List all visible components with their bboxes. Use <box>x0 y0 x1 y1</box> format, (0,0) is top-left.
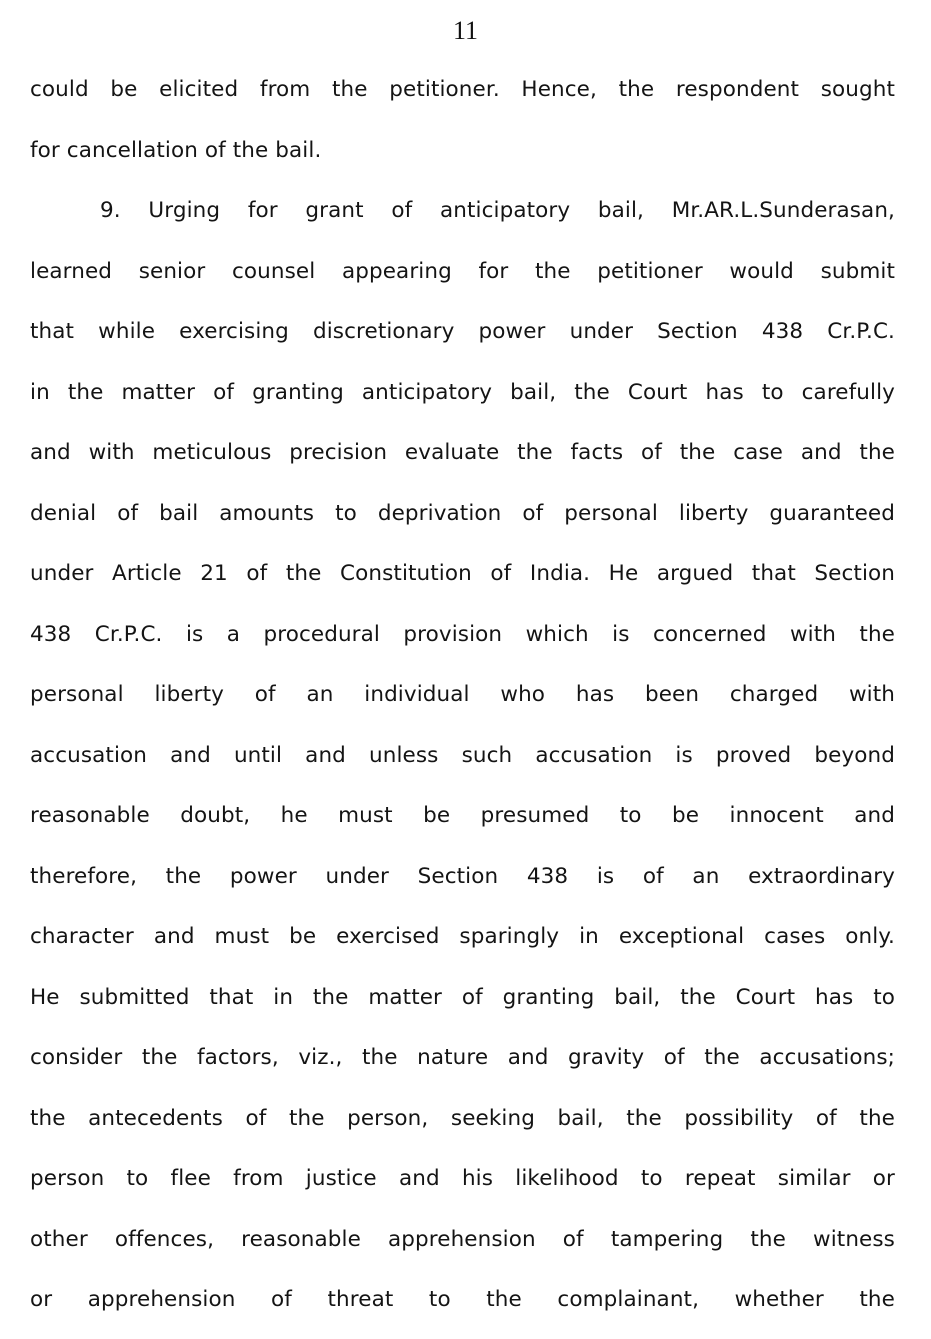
text-line: character and must be exercised sparingly in exceptional cases only. <box>30 924 895 949</box>
text-line: or apprehension of threat to the complainant, whether the <box>30 1287 895 1312</box>
text-line: person to flee from justice and his likelihood to repeat similar or <box>30 1166 895 1191</box>
text-line: personal liberty of an individual who has been charged with <box>30 682 895 707</box>
text-line: reasonable doubt, he must be presumed to be innocent and <box>30 803 895 828</box>
text-line: in the matter of granting anticipatory bail, the Court has to carefully <box>30 379 895 405</box>
text-line: He submitted that in the matter of granting bail, the Court has to <box>30 984 895 1010</box>
text-line: consider the factors, viz., the nature and gravity of the accusations; <box>30 1045 895 1070</box>
paragraph <box>30 60 895 181</box>
page-number: 11 <box>452 16 479 45</box>
text-line: and with meticulous precision evaluate the facts of the case and the <box>30 440 895 465</box>
text-line: that while exercising discretionary power under Section 438 Cr.P.C. <box>30 319 895 344</box>
text-line: under Article 21 of the Constitution of India. He argued that Section <box>30 561 895 586</box>
text-line: therefore, the power under Section 438 is of an extraordinary <box>30 863 895 889</box>
text-line: could be elicited from the petitioner. Hence, the respondent sought <box>30 77 895 102</box>
text-line: the antecedents of the person, seeking bail, the possibility of the <box>30 1105 895 1131</box>
text-line: 9. Urging for grant of anticipatory bail, Mr.AR.L.Sunderasan, <box>100 198 895 223</box>
text-line: denial of bail amounts to deprivation of personal liberty guaranteed <box>30 500 895 526</box>
text-line: other offences, reasonable apprehension of tampering the witness <box>30 1226 895 1252</box>
text-line: 438 Cr.P.C. is a procedural provision which is concerned with the <box>30 621 895 647</box>
paragraph <box>30 181 895 1331</box>
text-line: for cancellation of the bail. <box>30 137 322 163</box>
text-line: learned senior counsel appearing for the petitioner would submit <box>30 258 895 284</box>
document-body <box>30 60 895 1331</box>
text-line: accusation and until and unless such accusation is proved beyond <box>30 742 895 768</box>
